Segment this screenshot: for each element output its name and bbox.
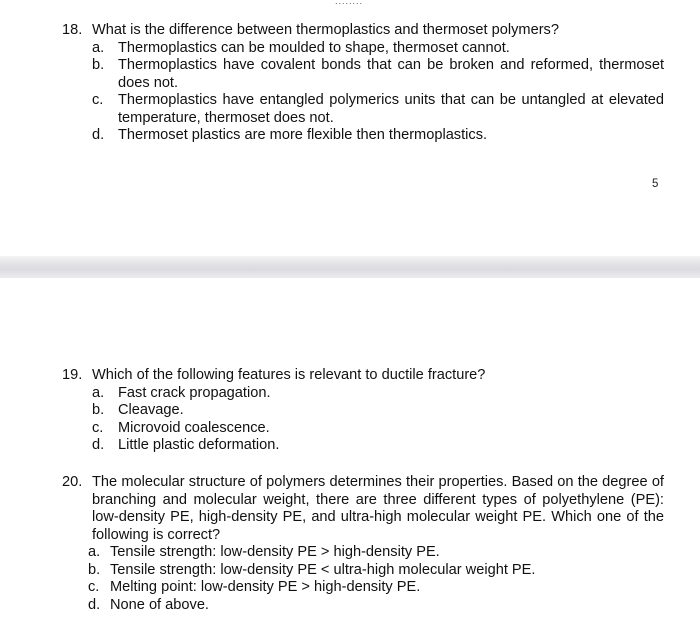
answer-options [92,385,664,455]
option-letter: b. [92,57,105,73]
option-text: Cleavage. [118,402,184,418]
option-text: Tensile strength: low-density PE > high-density PE. [110,544,440,560]
question-text: What is the difference between thermoplastics and thermoset polymers? [92,22,559,38]
option-text: Thermoset plastics are more flexible then thermoplastics. [118,127,488,143]
option-letter: c. [92,419,104,436]
answer-option-a [88,544,664,562]
question-number: 20. [62,474,83,490]
option-text: Microvoid coalescence. [118,419,270,436]
question-number: 18. [62,22,83,38]
option-text: None of above. [110,596,209,613]
option-text: Melting point: low-density PE > high-density PE. [110,579,421,595]
answer-option-b [88,562,664,580]
option-text: Little plastic deformation. [118,437,280,453]
option-text: Thermoplastics have covalent bonds that can be broken and reformed, thermoset does not. [118,57,664,91]
option-letter: c. [88,579,100,595]
page-break-divider [0,256,700,278]
question-19 [62,367,664,455]
answer-option-d [88,597,664,615]
question-number: 19. [62,367,83,383]
answer-options [88,544,664,614]
question-text: The molecular structure of polymers determines their properties. Based on the degree of branching and molecular weight, there are three different types of polyethylene (PE): low-density PE, high-density PE, and ultra-high molecular weight PE. Which one of the following is correct? [92,474,664,543]
question-stem [62,22,664,40]
question-18 [62,22,664,145]
option-letter: b. [88,561,101,578]
option-letter: d. [88,596,101,613]
answer-option-d [92,127,664,145]
option-letter: d. [92,127,105,143]
answer-options [92,40,664,145]
answer-option-c [92,92,664,127]
answer-option-c [92,420,664,438]
question-stem [62,474,664,544]
option-letter: a. [92,39,105,56]
answer-option-d [92,437,664,455]
page-number: 5 [652,178,659,190]
cropped-header-text: ........ [335,0,364,6]
option-letter: b. [92,402,105,418]
question-stem [62,367,664,385]
option-letter: a. [88,544,101,560]
option-text: Thermoplastics can be moulded to shape, thermoset cannot. [118,39,510,56]
option-letter: a. [92,384,105,401]
answer-option-b [92,57,664,92]
option-text: Fast crack propagation. [118,384,271,401]
option-text: Tensile strength: low-density PE < ultra-high molecular weight PE. [110,561,536,578]
question-20 [62,474,664,614]
option-text: Thermoplastics have entangled polymerics units that can be untangled at elevated temperature, thermoset does not. [118,92,664,126]
answer-option-a [92,40,664,58]
option-letter: d. [92,437,105,453]
option-letter: c. [92,92,104,108]
question-text: Which of the following features is relevant to ductile fracture? [92,367,486,383]
answer-option-a [92,385,664,403]
answer-option-b [92,402,664,420]
answer-option-c [88,579,664,597]
